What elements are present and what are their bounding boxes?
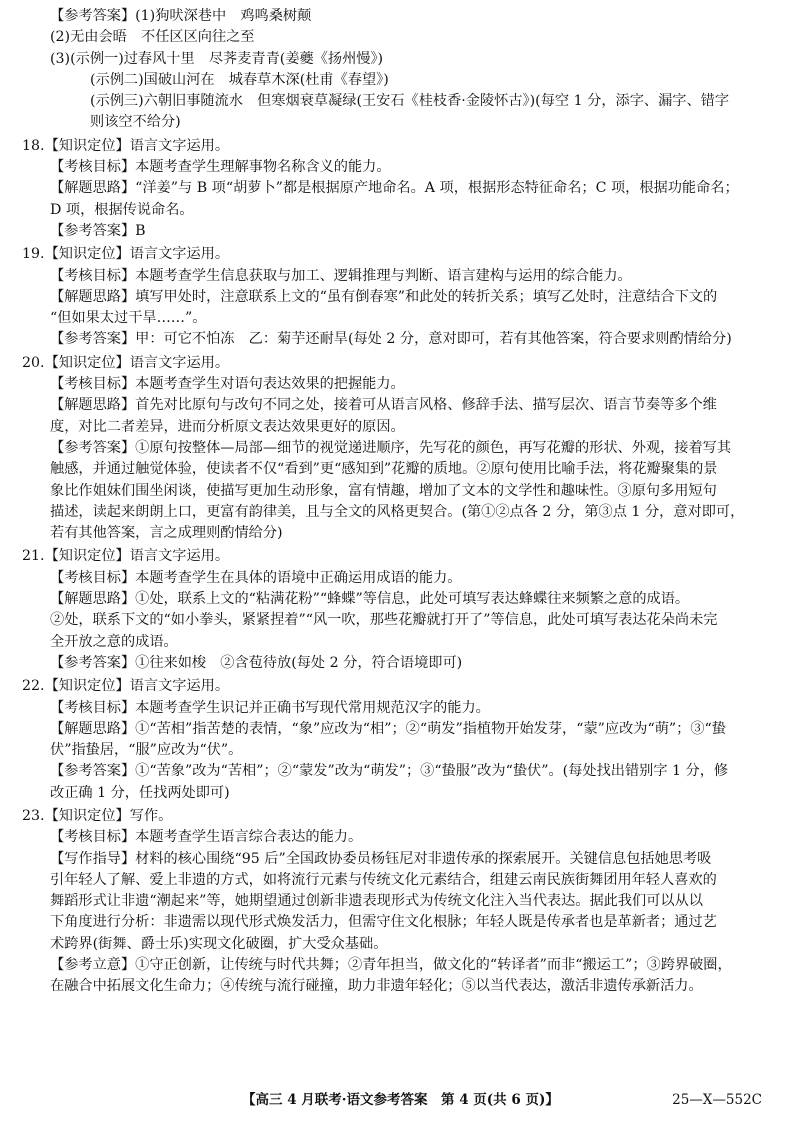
q23-reference-2: 在融合中拓展文化生命力；④传统与流行碰撞，助力非遗年轻化；⑤以当代表达，激活非遗传承新活力。 [50, 978, 703, 995]
q22-idea-2: 伏”指蛰居，“服”应改为“伏”。 [50, 742, 243, 759]
q21-knowledge: 21.【知识定位】语言文字运用。 [22, 548, 230, 565]
q19-knowledge: 19.【知识定位】语言文字运用。 [22, 246, 230, 263]
q18-idea-2: D 项，根据传说命名。 [50, 201, 194, 218]
footer-code: 25—X—552C [672, 1092, 762, 1108]
q17-answer-3: (3)(示例一)过春风十里 尽荠麦青青(姜夔《扬州慢》) [50, 50, 384, 67]
q20-answer-3: 象比作姐妹们围坐闲谈，使描写更加生动形象，富有情趣，增加了文本的文学性和趣味性。③原句多用短句 [50, 482, 717, 499]
q22-answer-1: 【参考答案】①“苦象”改为“苦相”；②“蒙发”改为“萌发”；③“蛰服”改为“蛰伏”。(每处找出错别字 1 分，修 [50, 763, 729, 780]
q18-goal: 【考核目标】本题考查学生理解事物名称含义的能力。 [50, 159, 391, 176]
q23-guide-1: 【写作指导】材料的核心围绕“95 后”全国政协委员杨钰尼对非遗传承的探索展开。关键信息包括她思考吸 [50, 850, 712, 867]
q22-idea-1: 【解题思路】①“苦相”指苦楚的表情，“象”应改为“相”；②“萌发”指植物开始发芽，“蒙”应改为“萌”；③“蛰 [50, 720, 726, 737]
q20-goal: 【考核目标】本题考查学生对语句表达效果的把握能力。 [50, 376, 405, 393]
q21-idea-1: 【解题思路】①处，联系上文的“粘满花粉”“蜂蝶”等信息，此处可填写表达蜂蝶往来频繁之意的成语。 [50, 591, 690, 608]
q18-answer: 【参考答案】B [50, 222, 146, 239]
q18-section [22, 136, 778, 242]
q17-answer-2: (2)无由会晤 不任区区向往之至 [50, 29, 255, 46]
q20-answer-1: 【参考答案】①原句按整体—局部—细节的视觉递进顺序，先写花的颜色，再写花瓣的形状、外观，接着写其 [50, 439, 732, 456]
q17-answer-3b: (示例二)国破山河在 城春草木深(杜甫《春望》) [90, 71, 389, 88]
q20-knowledge: 20.【知识定位】语言文字运用。 [22, 354, 230, 371]
q21-idea-3: 全开放之意的成语。 [50, 633, 178, 650]
q23-guide-2: 引年轻人了解、爱上非遗的方式，如将流行元素与传统文化元素结合，组建云南民族街舞团用年轻人喜欢的 [50, 871, 717, 888]
q17-answer-3c: (示例三)六朝旧事随流水 但寒烟衰草凝绿(王安石《桂枝香·金陵怀古》)(每空 1 分，添字、漏字、错字 [90, 93, 730, 110]
q17-answer-3d: 则该空不给分) [90, 114, 181, 131]
q20-answer-4: 描述，读起来朗朗上口，更富有韵律美，且与全文的风格更契合。(第①②点各 2 分，第③点 1 分，意对即可， [50, 503, 745, 520]
q19-idea-1: 【解题思路】填写甲处时，注意联系上文的“虽有倒春寒”和此处的转折关系；填写乙处时，注意结合下文的 [50, 288, 718, 305]
q19-answer: 【参考答案】甲：可它不怕冻 乙：菊芋还耐旱(每处 2 分，意对即可，若有其他答案，符合要求则酌情给分) [50, 331, 732, 348]
q18-knowledge: 18.【知识定位】语言文字运用。 [22, 137, 230, 154]
q18-idea-1: 【解题思路】“洋姜”与 B 项“胡萝卜”都是根据原产地命名。A 项，根据形态特征命名；C 项，根据功能命名； [50, 180, 739, 197]
q22-knowledge: 22.【知识定位】语言文字运用。 [22, 678, 230, 695]
q20-answer-2: 触感，并通过触觉体验，使读者不仅“看到”更“感知到”花瓣的质地。②原句使用比喻手法，将花瓣聚集的景 [50, 461, 718, 478]
q19-goal: 【考核目标】本题考查学生信息获取与加工、逻辑推理与判断、语言建构与运用的综合能力。 [50, 267, 632, 284]
q20-idea-2: 度，对比二者差异，进而分析原文表达效果更好的原因。 [50, 418, 405, 435]
q23-guide-4: 下角度进行分析：非遗需以现代形式焕发活力，但需守住文化根脉；年轻人既是传承者也是革新者；通过艺 [50, 914, 717, 931]
q20-answer-5: 若有其他答案，言之成理则酌情给分) [50, 525, 283, 542]
q17-section [22, 6, 778, 134]
q21-goal: 【考核目标】本题考查学生在具体的语境中正确运用成语的能力。 [50, 569, 462, 586]
q21-idea-2: ②处，联系下文的“如小拳头，紧紧捏着”“风一吹，那些花瓣就打开了”等信息，此处可填写表达花朵尚未完 [50, 612, 718, 629]
q23-guide-3: 舞蹈形式让非遗“潮起来”等，她期望通过创新非遗表现形式为传统文化注入当代表达。据此我们可以从以 [50, 893, 703, 910]
q17-answer-1: 【参考答案】(1)狗吠深巷中 鸡鸣桑树颠 [50, 8, 312, 24]
q23-reference-1: 【参考立意】①守正创新，让传统与时代共舞；②青年担当，做文化的“转译者”而非“搬运工”；③跨界破圈， [50, 957, 732, 974]
q19-section [22, 244, 778, 350]
q21-answer: 【参考答案】①往来如梭 ②含苞待放(每处 2 分，符合语境即可) [50, 654, 463, 671]
q20-section [22, 353, 778, 545]
q23-section [22, 806, 778, 998]
q19-idea-2: “但如果太过干旱……”。 [50, 310, 207, 327]
q23-goal: 【考核目标】本题考查学生语言综合表达的能力。 [50, 829, 363, 846]
q20-idea-1: 【解题思路】首先对比原句与改句不同之处，接着可从语言风格、修辞手法、描写层次、语言节奏等多个维 [50, 397, 717, 414]
q21-section [22, 546, 778, 674]
q22-answer-2: 改正确 1 分，任找两处即可) [50, 784, 230, 801]
footer-title: 【高三 4 月联考·语文参考答案 第 4 页(共 6 页)】 [242, 1092, 559, 1108]
q22-goal: 【考核目标】本题考查学生识记并正确书写现代常用规范汉字的能力。 [50, 699, 490, 716]
q22-section [22, 676, 778, 804]
q23-guide-5: 术跨界(街舞、爵士乐)实现文化破圈，扩大受众基础。 [50, 935, 388, 952]
q23-knowledge: 23.【知识定位】写作。 [22, 807, 173, 824]
